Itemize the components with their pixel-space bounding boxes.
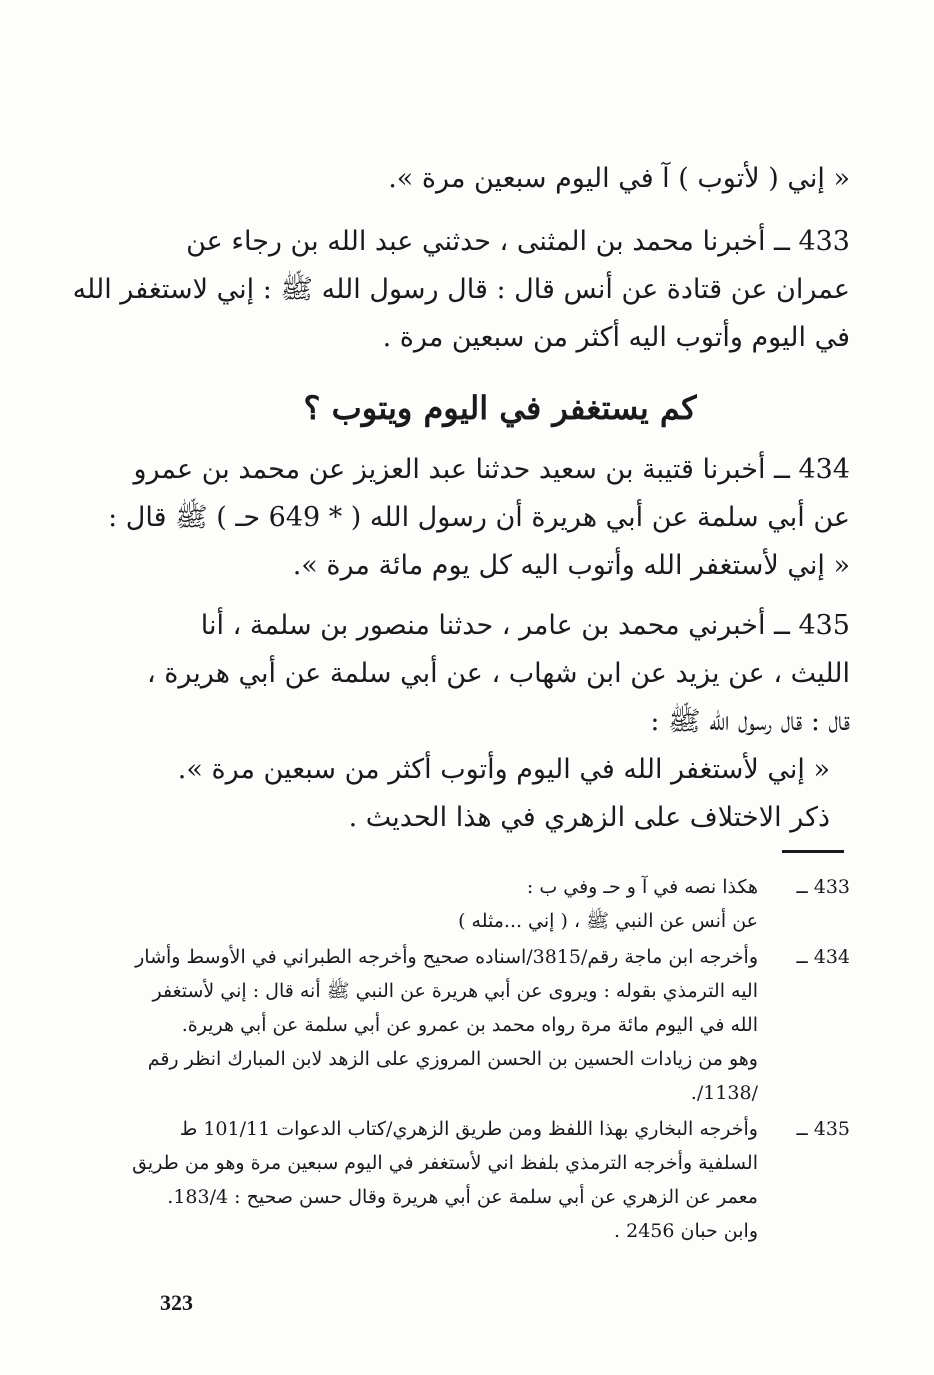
text-line: عمران عن قتادة عن أنس قال : قال رسول الله ﷺ : إني لاستغفر الله (72, 274, 850, 305)
footnote-body (135, 940, 758, 1110)
text-line: ذكر الاختلاف على الزهري في هذا الحديث . (348, 802, 830, 833)
footnote-body (155, 870, 758, 938)
text-line: 433 ــ أخبرنا محمد بن المثنى ، حدثني عبد الله بن رجاء عن (186, 226, 850, 257)
section-heading: كم يستغفر في اليوم ويتوب ؟ (303, 389, 697, 427)
text-block-intro (150, 155, 850, 203)
hadith-434 (108, 446, 850, 590)
footnote-434 (135, 940, 850, 1110)
text-line: 434 ــ أخبرنا قتيبة بن سعيد حدثنا عبد العزيز عن محمد بن عمرو (133, 454, 850, 485)
text-line: في اليوم وأتوب اليه أكثر من سبعين مرة . (382, 322, 850, 353)
footnote-body (132, 1112, 758, 1248)
footnote-divider (782, 850, 844, 853)
text-line: الليث ، عن يزيد عن ابن شهاب ، عن أبي سلمة عن أبي هريرة ، (146, 658, 850, 689)
text-line: عن أبي سلمة عن أبي هريرة أن رسول الله ( * 649 حـ ) ﷺ قال : (108, 502, 850, 533)
footnotes (132, 870, 850, 1250)
text-line: « إني ( لأتوب ) آ في اليوم سبعين مرة ». (388, 163, 850, 194)
footnote-line: السلفية وأخرجه الترمذي بلفظ اني لأستغفر في اليوم سبعين مرة وهو من طريق (132, 1152, 758, 1174)
footnote-line: وهو من زيادات الحسين بن الحسن المروزي على الزهد لابن المبارك انظر رقم (147, 1048, 758, 1070)
text-line: « إني لأستغفر الله وأتوب اليه كل يوم مائة مرة ». (292, 550, 850, 581)
footnote-line: اليه الترمذي بقوله : ويروى عن أبي هريرة عن النبي ﷺ أنه قال : إني لأستغفر (152, 980, 758, 1002)
footnote-number: 434 ــ (796, 946, 850, 968)
footnote-line: عن أنس عن النبي ﷺ ، ( إني ...مثله ) (458, 910, 758, 932)
footnote-line: هكذا نصه في آ و حـ وفي ب : (526, 876, 758, 898)
footnote-line: الله في اليوم مائة مرة رواه محمد بن عمرو عن أبي سلمة عن أبي هريرة. (181, 1014, 758, 1036)
footnote-line: وأخرجه ابن ماجة رقم/3815/اسناده صحيح وأخرجه الطبراني في الأوسط وأشار (135, 946, 758, 968)
text-line: 435 ــ أخبرني محمد بن عامر ، حدثنا منصور بن سلمة ، أنا (200, 610, 850, 641)
hadith-435 (146, 602, 850, 842)
text-line: « إني لأستغفر الله في اليوم وأتوب أكثر من سبعين مرة ». (177, 754, 830, 785)
footnote-line: وأخرجه البخاري بهذا اللفظ ومن طريق الزهري/كتاب الدعوات 101/11 ط (179, 1118, 758, 1140)
footnote-line: /1138/. (690, 1082, 758, 1104)
footnote-435 (132, 1112, 850, 1248)
footnote-number: 435 ــ (796, 1118, 850, 1140)
footnote-number: 433 ــ (796, 876, 850, 898)
hadith-433 (72, 218, 850, 362)
footnote-line: معمر عن الزهري عن أبي سلمة عن أبي هريرة وقال حسن صحيح : 183/4. (167, 1186, 758, 1208)
footnote-line: وابن حبان 2456 . (614, 1220, 758, 1242)
text-line: قال : قال رسول الله ﷺ : (650, 706, 850, 737)
footnote-433 (155, 870, 850, 938)
page-number: 323 (160, 1290, 193, 1315)
